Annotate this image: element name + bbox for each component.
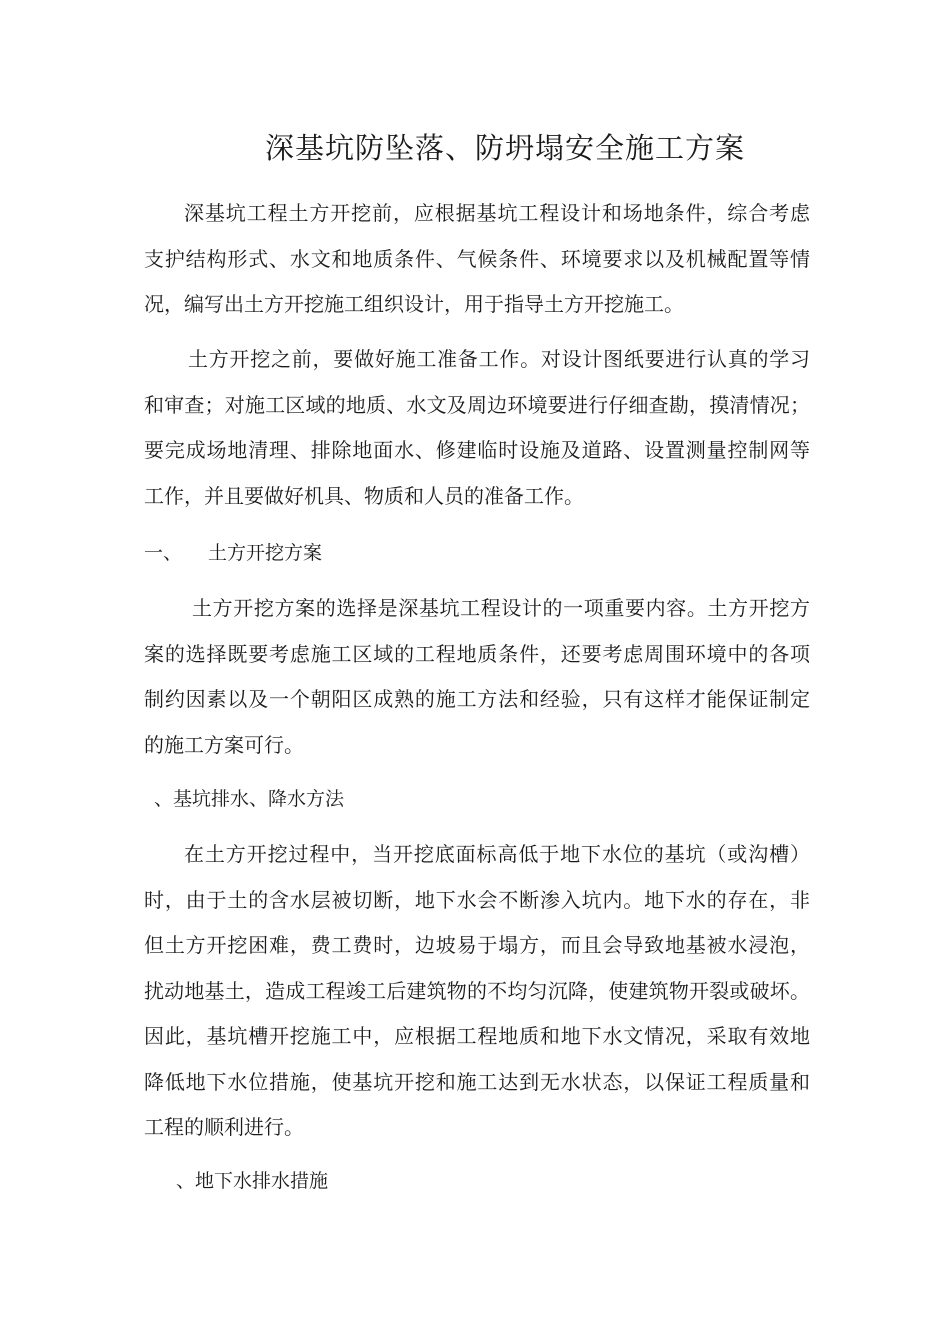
paragraph-line: 土方开挖之前，要做好施工准备工作。对设计图纸要进行认真的学习	[188, 347, 810, 371]
section-heading-3: 、地下水排水措施	[176, 1170, 329, 1192]
paragraph-line: 在土方开挖过程中，当开挖底面标高低于地下水位的基坑（或沟槽）	[184, 842, 810, 866]
paragraph-drainage	[144, 832, 810, 1151]
paragraph-line: 要完成场地清理、排除地面水、修建临时设施及道路、设置测量控制网等	[144, 438, 810, 462]
paragraph-intro	[144, 191, 810, 328]
section-number: 一、	[144, 542, 183, 564]
paragraph-line: 降低地下水位措施，使基坑开挖和施工达到无水状态，以保证工程质量和	[144, 1069, 810, 1094]
paragraph-line: 况，编写出土方开挖施工组织设计，用于指导土方开挖施工。	[144, 292, 684, 316]
section-title: 土方开挖方案	[208, 542, 323, 564]
paragraph-line: 工程的顺利进行。	[144, 1115, 304, 1139]
section-heading-1	[144, 538, 322, 568]
paragraph-preparation	[144, 337, 810, 519]
paragraph-line: 制约因素以及一个朝阳区成熟的施工方法和经验，只有这样才能保证制定	[144, 687, 810, 711]
paragraph-line: 扰动地基土，造成工程竣工后建筑物的不均匀沉降，使建筑物开裂或破坏。	[144, 978, 810, 1003]
paragraph-line: 因此，基坑槽开挖施工中，应根据工程地质和地下水文情况，采取有效地	[144, 1024, 810, 1048]
paragraph-line: 支护结构形式、水文和地质条件、气候条件、环境要求以及机械配置等情	[144, 246, 810, 271]
paragraph-line: 的施工方案可行。	[144, 732, 304, 757]
paragraph-line: 和审查；对施工区域的地质、水文及周边环境要进行仔细查勘，摸清情况；	[144, 392, 810, 417]
paragraph-line: 土方开挖方案的选择是深基坑工程设计的一项重要内容。土方开挖方	[192, 596, 810, 620]
paragraph-line: 时，由于土的含水层被切断，地下水会不断渗入坑内。地下水的存在，非	[144, 887, 810, 912]
paragraph-line: 但土方开挖困难，费工费时，边坡易于塌方，而且会导致地基被水浸泡，	[144, 933, 810, 957]
document-title: 深基坑防坠落、防坍塌安全施工方案	[264, 131, 745, 165]
paragraph-line: 工作，并且要做好机具、物质和人员的准备工作。	[144, 483, 584, 508]
paragraph-line: 案的选择既要考虑施工区域的工程地质条件，还要考虑周围环境中的各项	[144, 641, 810, 666]
paragraph-excavation-plan	[144, 586, 810, 768]
section-heading-2: 、基坑排水、降水方法	[154, 788, 345, 810]
paragraph-line: 深基坑工程土方开挖前，应根据基坑工程设计和场地条件，综合考虑	[184, 201, 810, 225]
